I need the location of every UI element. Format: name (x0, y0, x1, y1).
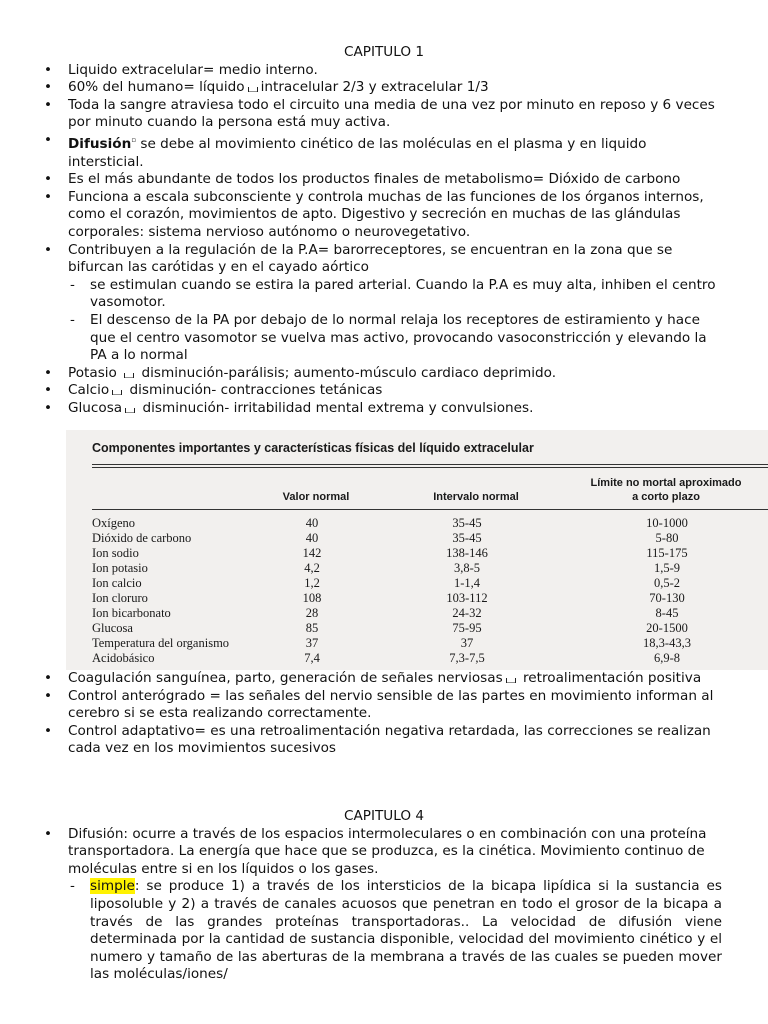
sub-list-item: - El descenso de la PA por debajo de lo normal relaja los receptores de estiramiento y hace que el centro vasomotor se vuelva mas activo, provocando vasoconstricción y elevando la PA a lo normal (68, 312, 722, 365)
arrow-symbol-icon (124, 373, 134, 378)
table-row: Ion potasio 4,2 3,8-5 1,5-9 (92, 561, 681, 575)
sub-list-item: - simple: se produce 1) a través de los intersticios de la bicapa lipídica si la sustancia es liposoluble y 2) a través de canales acuosos que penetran en todo el grosor de la bicapa a través de las grandes proteínas transportadoras.. La velocidad de difusión viene determinada por la cantidad de sustancia disponible, velocidad del movimiento cinético y el numero y tamaño de las aberturas de la membrana a través de las cuales se pueden mover las moléculas/iones/ (68, 878, 722, 984)
table-row: Acidobásico 7,4 7,3-7,5 6,9-8 (92, 651, 681, 665)
arrow-symbol-icon (248, 87, 258, 92)
table-row: Oxígeno 40 35-45 10-1000 (92, 516, 688, 530)
arrow-symbol-icon (112, 390, 122, 395)
table-rule (92, 467, 768, 468)
chapter-4-heading: CAPITULO 4 (343, 808, 424, 824)
column-header-limite: Límite no mortal aproximado a corto plazo (590, 477, 742, 503)
table-rule (92, 464, 768, 465)
sub-list (68, 878, 722, 984)
table-row: Ion cloruro 108 103-112 70-130 (92, 591, 685, 605)
column-header-intervalo: Intervalo normal (433, 491, 519, 503)
superscript-symbol-icon: ▫ (131, 135, 137, 144)
column-header-valor: Valor normal (282, 491, 350, 503)
chapter-1-heading: CAPITULO 1 (343, 44, 424, 60)
chapter-1-list-continued (0, 670, 768, 758)
table-row: Ion sodio 142 138-146 115-175 (92, 546, 688, 560)
table-row: Ion calcio 1,2 1-1,4 0,5-2 (92, 576, 681, 590)
list-item: • Contribuyen a la regulación de la P.A= barorreceptores, se encuentran en la zona que se bifurcan las carótidas y en el cayado aórtico - se estimulan cuando se estira la pared arterial. Cuando la P.A es muy alta, inhiben el centro vasomotor. - El descenso de la PA por debajo de lo normal relaja los receptores de estiramiento y hace que el centro vasomotor se vuelva mas activo, provocando vasoconstricción y elevando la PA a lo normal (0, 242, 768, 365)
list-item: • Difusión: ocurre a través de los espacios intermoleculares o en combinación con una proteína transportadora. La energía que hace que se produzca, es la cinética. Movimiento continuo de moléculas entre si en los líquidos o los gases. - simple: se produce 1) a través de los intersticios de la bicapa lipídica si la sustancia es liposoluble y 2) a través de canales acuosos que penetran en todo el grosor de la bicapa a través de las grandes proteínas transportadoras.. La velocidad de difusión viene determinada por la cantidad de sustancia disponible, velocidad del movimiento cinético y el numero y tamaño de las aberturas de la membrana a través de las cuales se pueden mover las moléculas/iones/ (0, 826, 768, 984)
chapter-4-list (0, 826, 768, 984)
table-body (92, 516, 768, 666)
list-item: • Potasio disminución-parálisis; aumento-músculo cardiaco deprimido. (0, 365, 768, 383)
list-item: • Liquido extracelular= medio interno. (0, 62, 768, 80)
chapter-1 (0, 44, 768, 417)
list-item: • Calcio disminución- contracciones tetánicas (0, 382, 768, 400)
sub-list-item: - se estimulan cuando se estira la pared arterial. Cuando la P.A es muy alta, inhiben el centro vasomotor. (68, 277, 722, 312)
list-item: • Control anterógrado = las señales del nervio sensible de las partes en movimiento informan al cerebro si se esta realizando correctamente. (0, 688, 768, 723)
highlighted-term: simple (90, 878, 135, 895)
arrow-symbol-icon (125, 408, 135, 413)
list-item: • Difusión▫ se debe al movimiento cinético de las moléculas en el plasma y en liquido intersticial. (0, 132, 768, 171)
list-item: • Glucosa disminución- irritabilidad mental extrema y convulsiones. (0, 400, 768, 418)
sub-list (68, 277, 722, 365)
table-row: Temperatura del organismo 37 37 18,3-43,3 (92, 636, 691, 650)
list-item: • Coagulación sanguínea, parto, generación de señales nerviosas retroalimentación positiva (0, 670, 768, 688)
list-item: • Es el más abundante de todos los productos finales de metabolismo= Dióxido de carbono (0, 171, 768, 189)
list-item: • 60% del humano= líquido intracelular 2/3 y extracelular 1/3 (0, 79, 768, 97)
list-item: • Toda la sangre atraviesa todo el circuito una media de una vez por minuto en reposo y 6 veces por minuto cuando la persona está muy activa. (0, 97, 768, 132)
chapter-4 (0, 808, 768, 984)
chapter-1-continued (0, 670, 768, 758)
extracellular-fluid-table (66, 430, 768, 670)
table-title: Componentes importantes y características físicas del líquido extracelular (92, 441, 534, 455)
list-item: • Funciona a escala subconsciente y controla muchas de las funciones de los órganos internos, como el corazón, movimientos de apto. Digestivo y secreción en muchas de las glándulas corporales: sistema nervioso autónomo o neurovegetativo. (0, 189, 768, 242)
arrow-symbol-icon (506, 678, 516, 683)
table-row: Ion bicarbonato 28 24-32 8-45 (92, 606, 679, 620)
chapter-1-list (0, 62, 768, 418)
table-row: Dióxido de carbono 40 35-45 5-80 (92, 531, 679, 545)
list-item: • Control adaptativo= es una retroalimentación negativa retardada, las correcciones se realizan cada vez en los movimientos sucesivos (0, 723, 768, 758)
table-rule (92, 509, 768, 510)
table-row: Glucosa 85 75-95 20-1500 (92, 621, 688, 635)
bold-term: Difusión (68, 135, 132, 152)
